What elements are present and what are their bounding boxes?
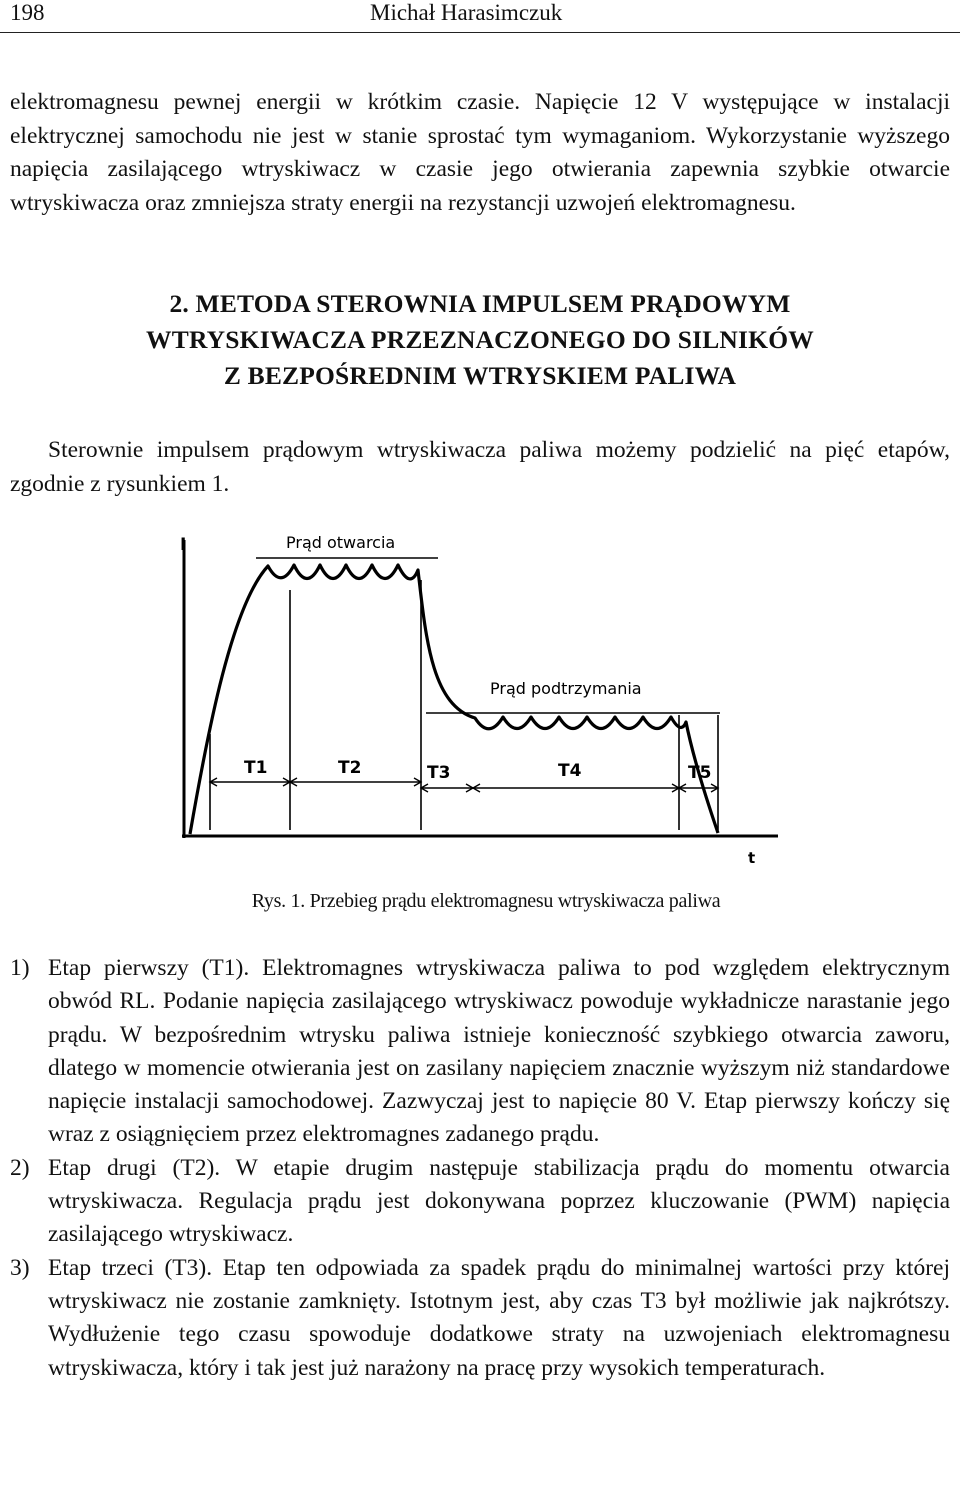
list-item-text: Etap trzeci (T3). Etap ten odpowiada za spadek prądu do minimalnej wartości przy której wtryskiwacz nie zostanie zamknięty. Istotnym jest, aby czas T3 był możliwie jak najkrótszy. Wydłużenie tego czasu spowoduje dodatkowe straty na uzwojeniach elektromagnesu wtryskiwacza, który i tak jest już narażony na pracę przy wysokich temperaturach. <box>48 1254 950 1381</box>
intro-paragraph: elektromagnesu pewnej energii w krótkim czasie. Napięcie 12 V występujące w instalacji elektrycznej samochodu nie jest w stanie sprostać tym wymaganiom. Wykorzystanie wyższego napięcia zasilającego wtryskiwacz w czasie jego otwierania zapewnia szybkie otwarcie wtryskiwacza oraz zmniejsza straty energii na rezystancji uzwojeń elektromagnesu. <box>10 89 950 216</box>
lead-paragraph: Sterownie impulsem prądowym wtryskiwacza paliwa możemy podzielić na pięć etapów, zgodnie z rysunkiem 1. <box>10 437 950 497</box>
list-item-number: 1) <box>10 955 30 981</box>
list-item <box>10 1252 950 1385</box>
page-header <box>0 0 960 33</box>
list-item-number: 3) <box>10 1254 30 1281</box>
list-item <box>10 952 950 1152</box>
section-title-line-2: WTRYSKIWACZA PRZEZNACZONEGO DO SILNIKÓW <box>146 325 814 354</box>
running-head-author: Michał Harasimczuk <box>370 0 563 25</box>
section-title-line-1: 2. METODA STEROWNIA IMPULSEM PRĄDOWYM <box>169 289 791 318</box>
list-item-number: 2) <box>10 1154 30 1181</box>
waveform-diagram <box>170 530 790 875</box>
list-item <box>10 1152 950 1252</box>
hold-current-label: Prąd podtrzymania <box>490 679 642 698</box>
figure-caption: Rys. 1. Przebieg prądu elektromagnesu wtryskiwacza paliwa <box>251 890 721 912</box>
list-item-text: Etap pierwszy (T1). Elektromagnes wtryskiwacza paliwa to pod względem elektrycznym obwód RL. Podanie napięcia zasilającego wtryskiwacz powoduje wykładnicze narastanie jego prądu. W bezpośrednim wtrysku paliwa istnieje konieczność szybkiego otwarcia zaworu, dlatego w momencie otwierania jest on zasilany napięciem znacznie wyższym niż standardowe napięcie instalacji samochodowej. Zazwyczaj jest to napięcie 80 V. Etap pierwszy kończy się wraz z osiągnięciem przez elektromagnes zadanego prądu. <box>48 955 950 1148</box>
x-axis-label: t <box>748 849 756 867</box>
phase-label-t2: T2 <box>338 758 362 778</box>
section-title-line-3: Z BEZPOŚREDNIM WTRYSKIEM PALIWA <box>223 361 737 390</box>
phase-label-t5: T5 <box>688 763 712 783</box>
section-title <box>10 286 950 394</box>
stage-list <box>10 952 950 1385</box>
phase-label-t3: T3 <box>427 763 451 783</box>
page-number: 198 <box>10 0 45 25</box>
phase-label-t1: T1 <box>244 758 268 778</box>
list-item-text: Etap drugi (T2). W etapie drugim następuje stabilizacja prądu do momentu otwarcia wtryskiwacza. Regulacja prądu jest dokonywana poprzez kluczowanie (PWM) napięcia zasilającego wtryskiwacz. <box>48 1154 950 1248</box>
peak-current-label: Prąd otwarcia <box>286 533 396 552</box>
y-axis-label: I <box>180 535 187 555</box>
figure-current-waveform <box>170 530 790 875</box>
phase-label-t4: T4 <box>558 761 582 781</box>
phase-arrows <box>210 778 718 792</box>
current-waveform-curve <box>190 565 718 834</box>
